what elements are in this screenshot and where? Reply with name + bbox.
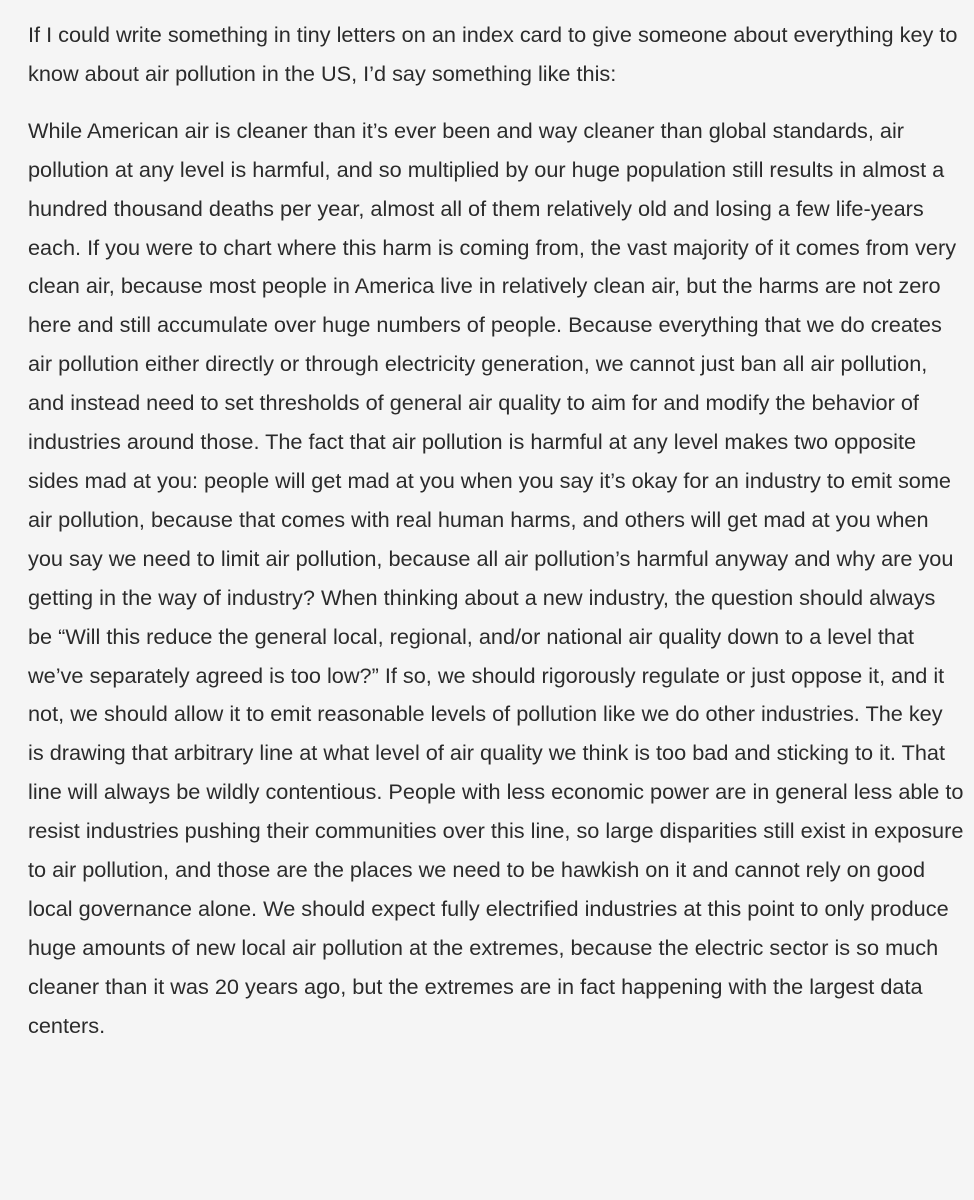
main-paragraph: While American air is cleaner than it’s ever been and way cleaner than global standards, air pollution at any level is harmful, and so multiplied by our huge population still results in almost a hundred thousand deaths per year, almost all of them relatively old and losing a few life-years each. If you were to chart where this harm is coming from, the vast majority of it comes from very clean air, because most people in America live in relatively clean air, but the harms are not zero here and still accumulate over huge numbers of people. Because everything that we do creates air pollution either directly or through electricity generation, we cannot just ban all air pollution, and instead need to set thresholds of general air quality to aim for and modify the behavior of industries around those. The fact that air pollution is harmful at any level makes two opposite sides mad at you: people will get mad at you when you say it’s okay for an industry to emit some air pollution, because that comes with real human harms, and others will get mad at you when you say we need to limit air pollution, because all air pollution’s harmful anyway and why are you getting in the way of industry? When thinking about a new industry, the question should always be “Will this reduce the general local, regional, and/or national air quality down to a level that we’ve separately agreed is too low?” If so, we should rigorously regulate or just oppose it, and it not, we should allow it to emit reasonable levels of pollution like we do other industries. The key is drawing that arbitrary line at what level of air quality we think is too bad and sticking to it. That line will always be wildly contentious. People with less economic power are in general less able to resist industries pushing their communities over this line, so large disparities still exist in exposure to air pollution, and those are the places we need to be hawkish on it and cannot rely on good local governance alone. We should expect fully electrified industries at this point to only produce huge amounts of new local air pollution at the extremes, because the electric sector is so much cleaner than it was 20 years ago, but the extremes are in fact happening with the largest data centers. bbox=[28, 117, 964, 1038]
intro-paragraph: If I could write something in tiny letters on an index card to give someone about everything key to know about air pollution in the US, I’d say something like this: bbox=[28, 22, 958, 86]
